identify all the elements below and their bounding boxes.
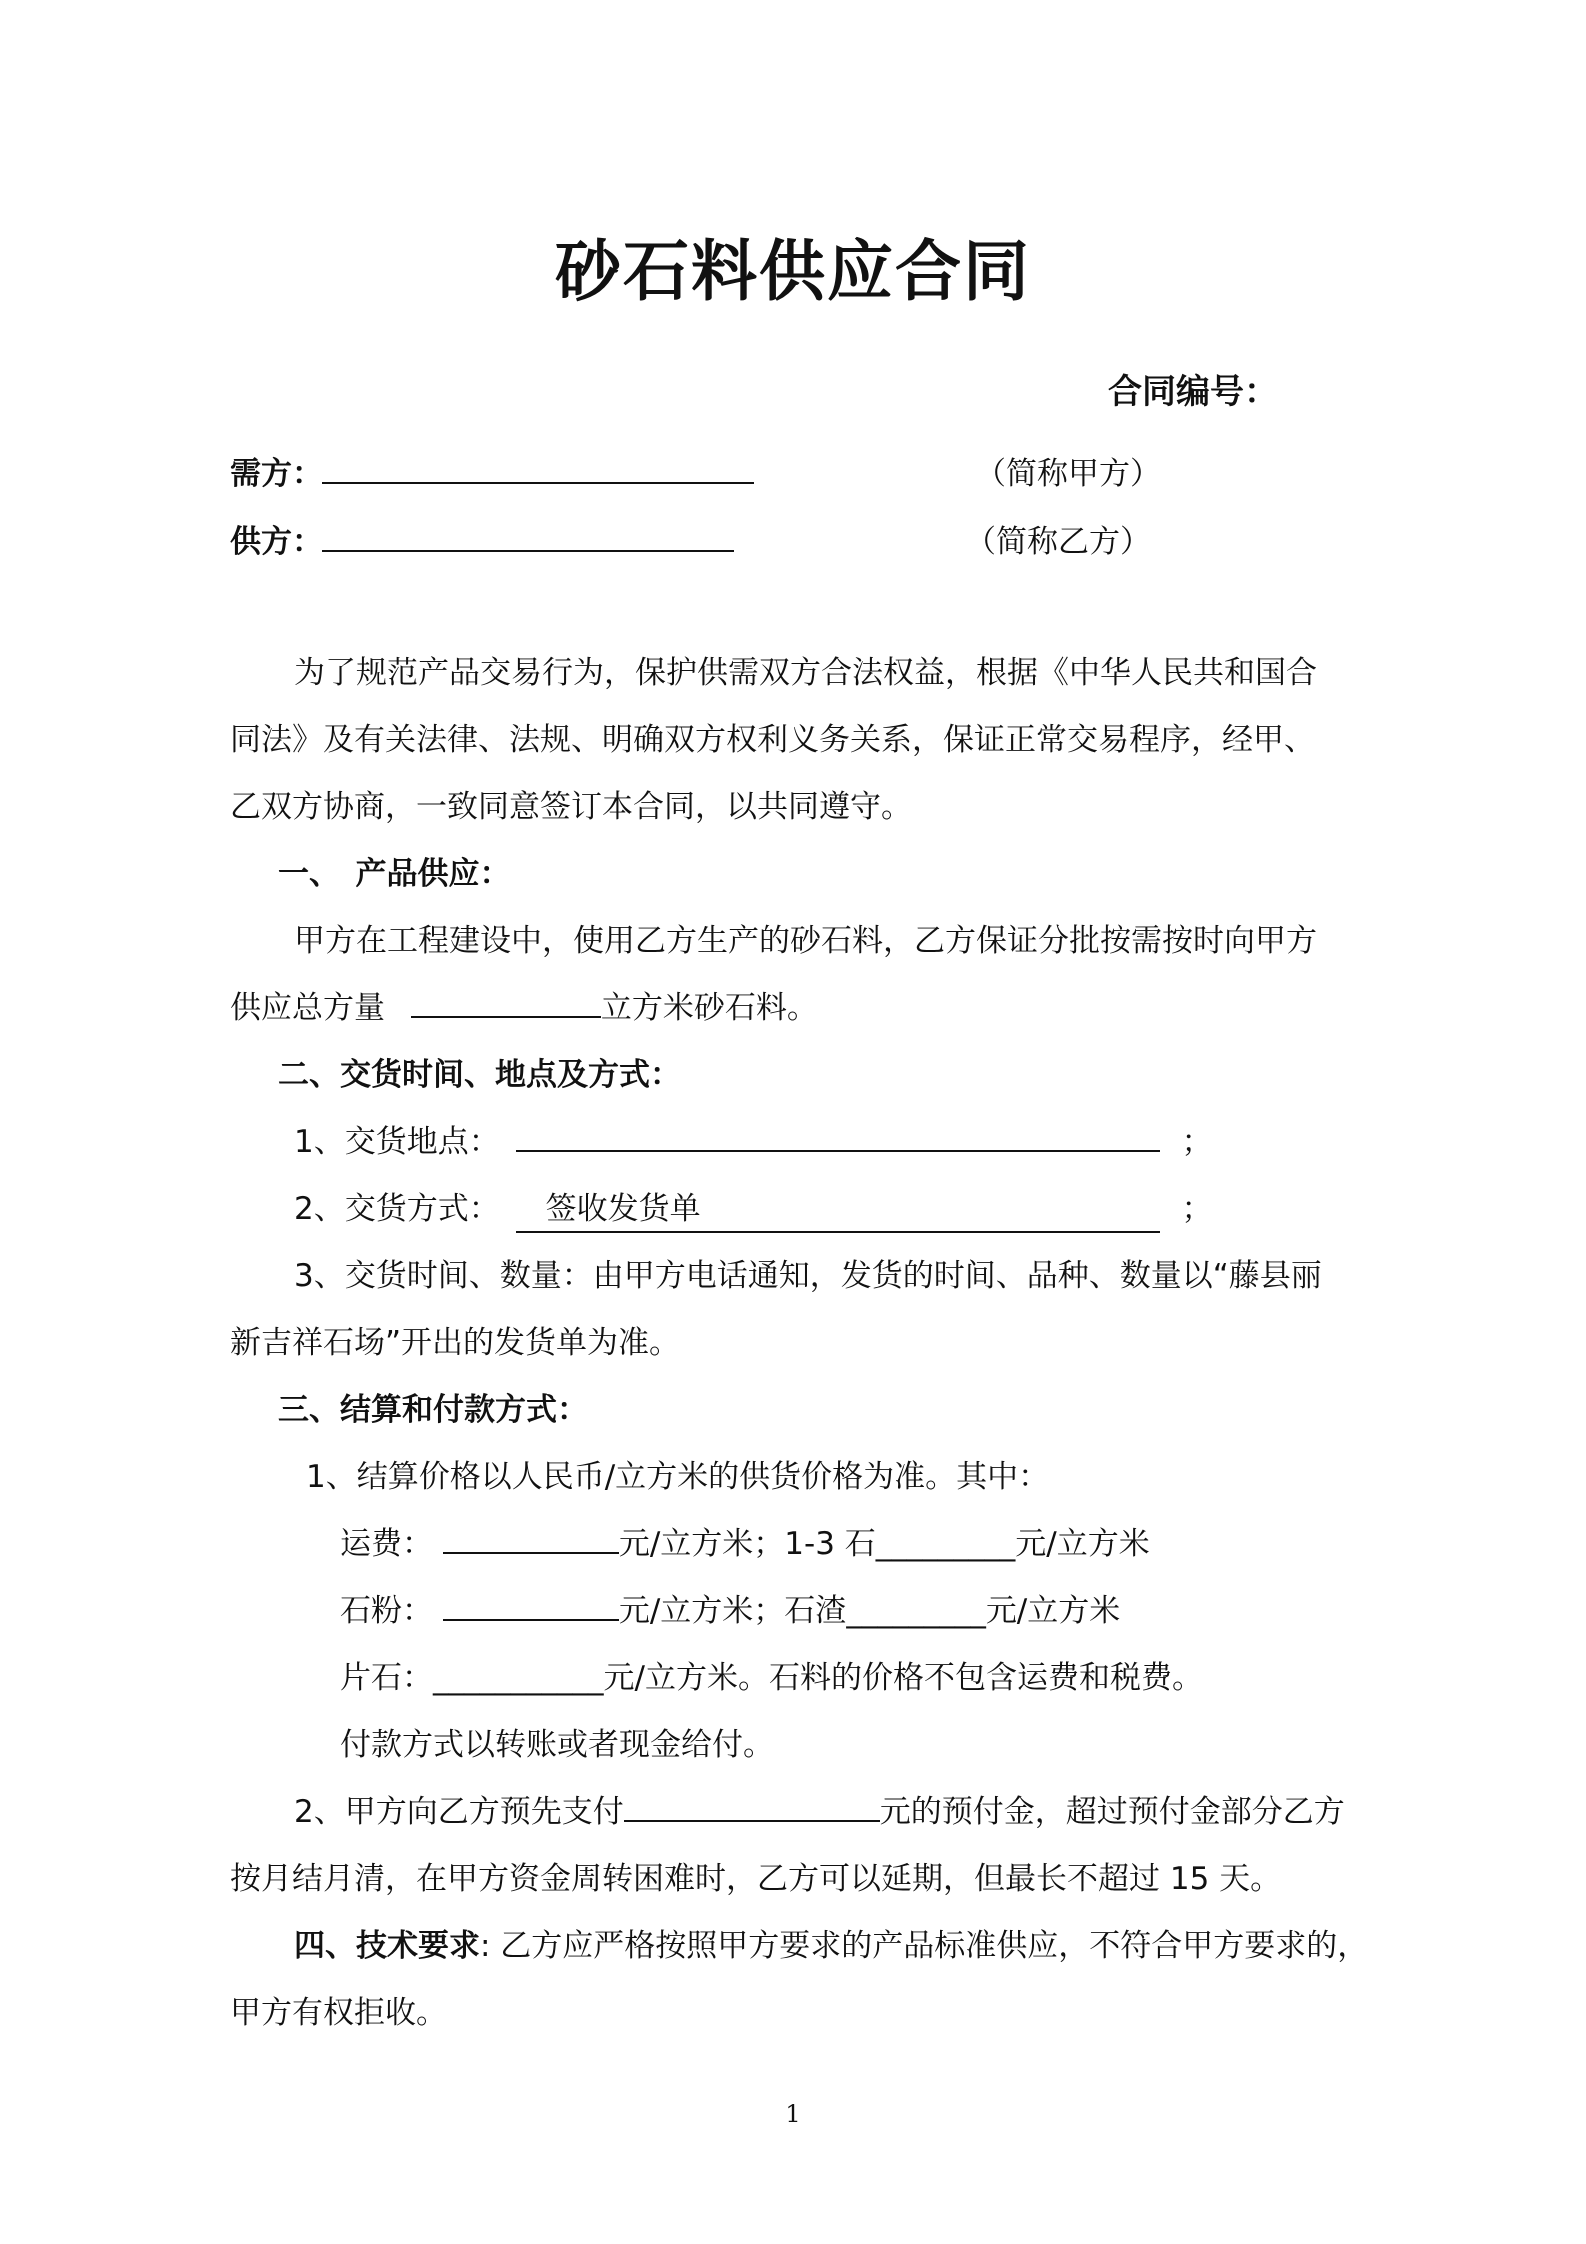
demand-party-blank[interactable] <box>322 452 754 496</box>
section-4-text: : 乙方应严格按照甲方要求的产品标准供应，不符合甲方要求的， <box>480 1928 1369 1964</box>
section-4-line-2: 甲方有权拒收。 <box>230 1995 447 2031</box>
demand-party-note: （简称甲方） <box>975 456 1161 492</box>
stone-slag-blank[interactable]: _________ <box>846 1593 986 1629</box>
stone-powder-label: 石粉： <box>340 1593 433 1629</box>
section-1-heading: 一、 产品供应： <box>278 856 511 892</box>
delivery-location-blank[interactable] <box>516 1120 1160 1152</box>
delivery-location-row <box>294 1120 1212 1164</box>
delivery-method-row <box>294 1187 1212 1233</box>
section-1-line-1: 甲方在工程建设中，使用乙方生产的砂石料，乙方保证分批按需按时向甲方 <box>294 923 1317 959</box>
freight-unit: 元/立方米；1-3 石 <box>618 1526 876 1562</box>
supply-total-blank[interactable] <box>411 986 601 1018</box>
flagstone-unit: 元/立方米。石料的价格不包含运费和税费。 <box>603 1660 1203 1696</box>
delivery-time-line-1: 3、交货时间、数量：由甲方电话通知，发货的时间、品种、数量以“藤县丽 <box>294 1258 1322 1294</box>
freight-label: 运费： <box>340 1526 433 1562</box>
price-row-stone-powder <box>340 1589 1120 1633</box>
supply-total-label: 供应总方量 <box>230 990 385 1026</box>
delivery-method-label: 2、交货方式： <box>294 1191 500 1227</box>
intro-line-1: 为了规范产品交易行为，保护供需双方合法权益，根据《中华人民共和国合 <box>294 655 1317 691</box>
prepayment-text: 元的预付金，超过预付金部分乙方 <box>879 1794 1345 1830</box>
stone-powder-blank[interactable] <box>443 1589 619 1621</box>
payment-method-line: 付款方式以转账或者现金给付。 <box>340 1727 774 1763</box>
supply-party-blank[interactable] <box>322 520 734 564</box>
delivery-method-value[interactable]: 签收发货单 <box>516 1187 1160 1233</box>
freight-blank[interactable] <box>443 1522 619 1554</box>
delivery-location-label: 1、交货地点： <box>294 1124 500 1160</box>
section-2-heading: 二、交货时间、地点及方式： <box>278 1057 681 1093</box>
settlement-price-line: 1、结算价格以人民币/立方米的供货价格为准。其中： <box>306 1459 1050 1495</box>
prepayment-label: 2、甲方向乙方预先支付 <box>294 1794 624 1830</box>
flagstone-label: 片石： <box>340 1660 433 1696</box>
section-4-line-1 <box>294 1924 1368 1968</box>
prepayment-line-2: 按月结月清，在甲方资金周转困难时，乙方可以延期，但最长不超过 15 天。 <box>230 1861 1282 1897</box>
intro-line-3: 乙双方协商，一致同意签订本合同，以共同遵守。 <box>230 789 912 825</box>
contract-number-label: 合同编号： <box>1108 372 1278 412</box>
intro-line-2: 同法》及有关法律、法规、明确双方权利义务关系，保证正常交易程序，经甲、 <box>230 722 1315 758</box>
supply-party-label: 供方： <box>230 524 323 560</box>
price-row-flagstone <box>340 1656 1203 1700</box>
stone-slag-unit: 元/立方米 <box>985 1593 1121 1629</box>
prepayment-blank[interactable] <box>624 1790 880 1822</box>
supply-party-note: （简称乙方） <box>965 524 1151 560</box>
section-4-heading: 四、技术要求 <box>294 1928 480 1964</box>
stone-1-3-unit: 元/立方米 <box>1015 1526 1150 1562</box>
section-1-line-2 <box>230 986 818 1030</box>
stone-powder-unit: 元/立方米；石渣 <box>618 1593 847 1629</box>
delivery-time-line-2: 新吉祥石场”开出的发货单为准。 <box>230 1325 681 1361</box>
prepayment-line-1 <box>294 1790 1345 1834</box>
demand-party-label: 需方： <box>230 456 323 492</box>
flagstone-blank[interactable]: ___________ <box>433 1660 604 1696</box>
section-3-heading: 三、结算和付款方式： <box>278 1392 588 1428</box>
delivery-location-end: ； <box>1181 1124 1213 1160</box>
contract-title: 砂石料供应合同 <box>555 233 1031 310</box>
supply-total-unit: 立方米砂石料。 <box>600 990 818 1026</box>
price-row-freight <box>340 1522 1150 1566</box>
page-number: 1 <box>785 2100 801 2128</box>
stone-1-3-blank[interactable]: _________ <box>875 1526 1016 1562</box>
delivery-method-end: ； <box>1181 1191 1213 1227</box>
